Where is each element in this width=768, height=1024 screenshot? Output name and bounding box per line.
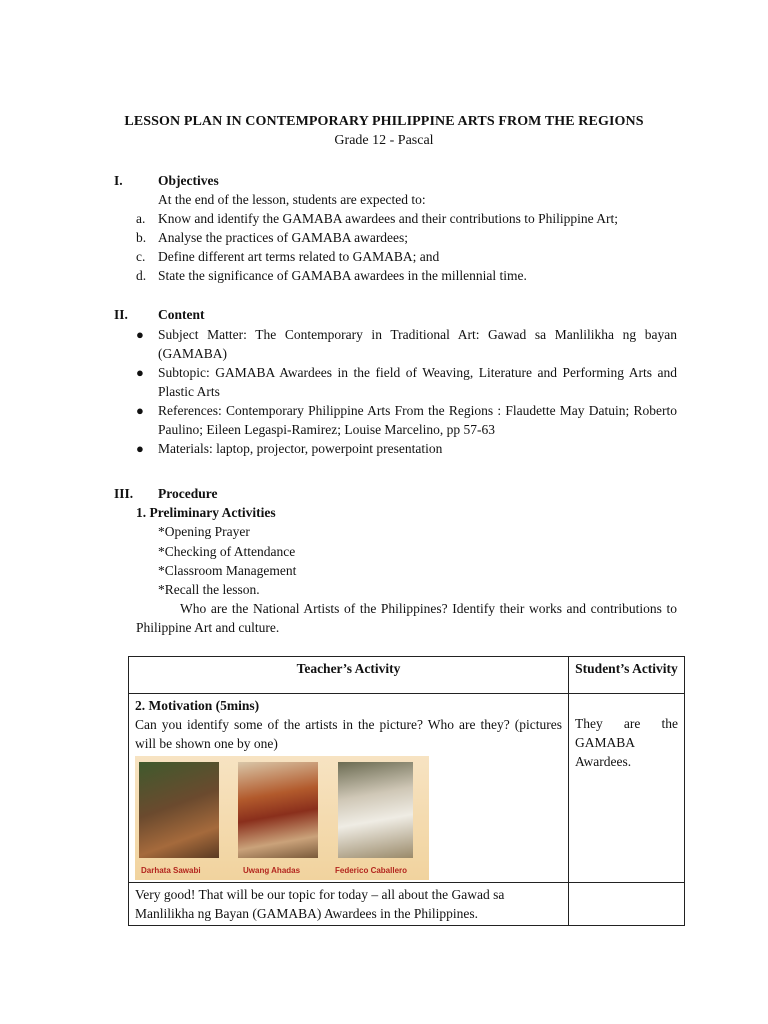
objective-mark: b.: [136, 230, 147, 245]
objectives-intro: At the end of the lesson, students are expected to:: [158, 192, 426, 207]
content-text: References: Contemporary Philippine Arts From the Regions : Flaudette May Datuin; Roberto Paulino; Eileen Legaspi-Ramirez; Louise Marcelino, pp 57-63: [158, 403, 677, 437]
bullet-icon: ●: [136, 327, 144, 342]
gamaba-artists-photo: [135, 756, 429, 880]
closing-text: Very good! That will be our topic for today – all about the Gawad sa Manlilikha ng Bayan (GAMABA) Awardees in the Philippines.: [129, 883, 569, 926]
motivation-text: Can you identify some of the artists in the picture? Who are they? (pictures will be shown one by one): [135, 717, 562, 751]
content-text: Subject Matter: The Contemporary in Traditional Art: Gawad sa Manlilikha ng bayan (GAMABA): [158, 327, 677, 361]
table-row: [129, 883, 685, 926]
content-title: Content: [158, 307, 205, 322]
content-text: Materials: laptop, projector, powerpoint presentation: [158, 441, 443, 456]
objective-mark: d.: [136, 268, 147, 283]
content-list: [136, 325, 677, 458]
objective-text: Analyse the practices of GAMABA awardees;: [158, 230, 409, 245]
objectives-number: I.: [114, 173, 123, 188]
objective-item: [136, 209, 681, 228]
recall-question: Who are the National Artists of the Philippines? Identify their works and contributions to Philippine Art and culture.: [136, 601, 677, 635]
photo-caption: Federico Caballero: [335, 866, 408, 875]
objective-item: [136, 247, 681, 266]
bullet-icon: ●: [136, 441, 144, 456]
content-text: Subtopic: GAMABA Awardees in the field of Weaving, Literature and Performing Arts and Plastic Arts: [158, 365, 677, 399]
preliminary-heading: 1. Preliminary Activities: [136, 505, 276, 520]
procedure-step: *Classroom Management: [158, 563, 297, 578]
photo-caption: Darhata Sawabi: [141, 866, 201, 875]
objective-text: State the significance of GAMABA awardees in the millennial time.: [158, 268, 527, 283]
objective-item: [136, 228, 681, 247]
bullet-icon: ●: [136, 365, 144, 380]
photo-caption: Uwang Ahadas: [243, 866, 301, 875]
procedure-step: *Opening Prayer: [158, 524, 250, 539]
content-item: [136, 439, 677, 458]
procedure-title: Procedure: [158, 486, 218, 501]
objective-mark: a.: [136, 211, 146, 226]
document-subtitle: Grade 12 - Pascal: [334, 133, 434, 148]
objective-text: Know and identify the GAMABA awardees and their contributions to Philippine Art;: [158, 211, 619, 226]
student-activity-header: Student’s Activity: [569, 657, 685, 694]
objective-item: [136, 266, 681, 285]
content-item: [136, 363, 677, 401]
procedure-number: III.: [114, 486, 134, 501]
student-answer: They are the GAMABA Awardees.: [569, 694, 685, 883]
artist-photo: [338, 762, 413, 858]
motivation-cell: [129, 694, 569, 883]
objective-mark: c.: [136, 249, 146, 264]
procedure-heading: [114, 484, 217, 503]
motivation-heading: 2. Motivation (5mins): [135, 698, 260, 713]
procedure-step: *Checking of Attendance: [158, 544, 296, 559]
artist-photo: [139, 762, 219, 858]
content-item: [136, 401, 677, 439]
table-row: [129, 694, 685, 883]
bullet-icon: ●: [136, 403, 144, 418]
content-item: [136, 325, 677, 363]
table-header-row: [129, 657, 685, 694]
content-number: II.: [114, 307, 128, 322]
activity-table: [128, 656, 685, 926]
content-heading: [114, 305, 205, 324]
objectives-heading: [114, 171, 219, 190]
procedure-step: *Recall the lesson.: [158, 582, 260, 597]
teacher-activity-header: Teacher’s Activity: [129, 657, 569, 694]
closing-student-cell: [569, 883, 685, 926]
objectives-title: Objectives: [158, 173, 219, 188]
document-title: LESSON PLAN IN CONTEMPORARY PHILIPPINE ARTS FROM THE REGIONS: [124, 114, 644, 129]
artist-photo: [238, 762, 318, 858]
objectives-list: [136, 209, 681, 285]
objective-text: Define different art terms related to GAMABA; and: [158, 249, 440, 264]
